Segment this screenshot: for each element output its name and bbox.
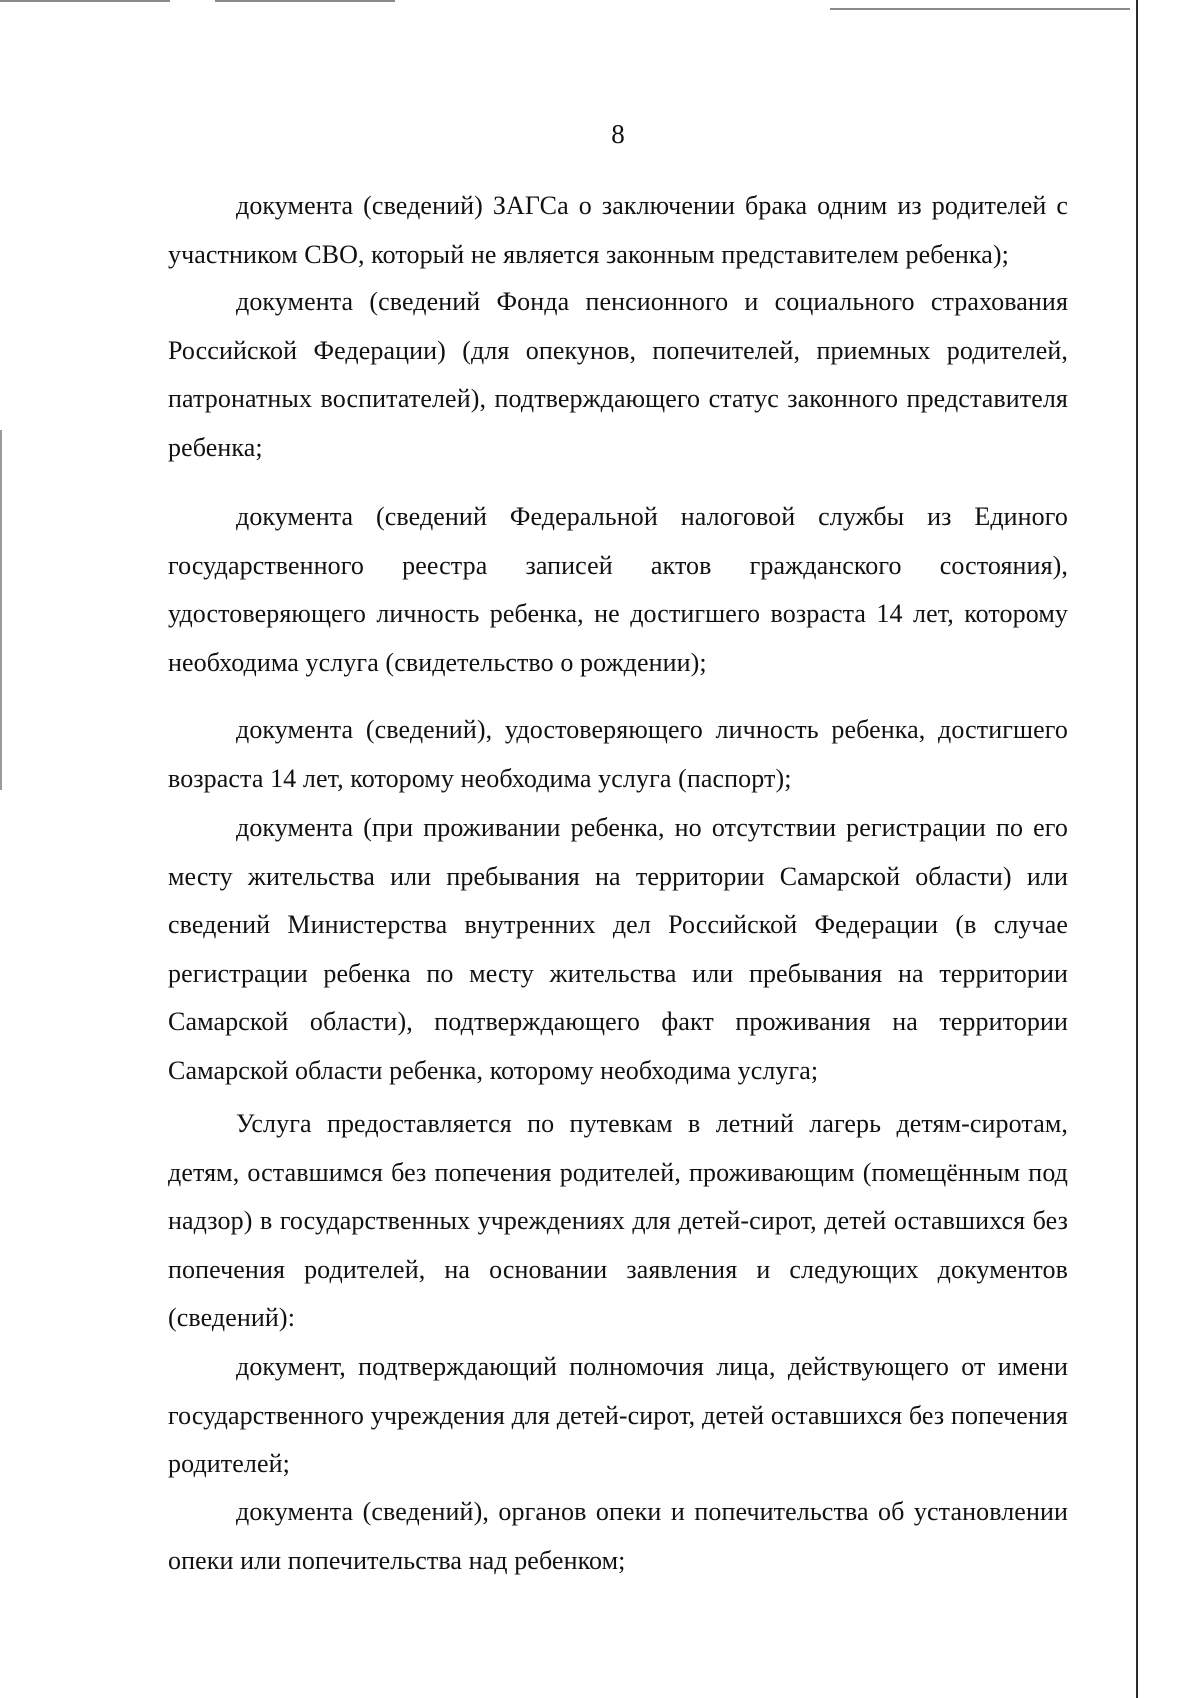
scan-margin-right	[1138, 0, 1200, 1698]
paragraph-orphan-service: Услуга предоставляется по путевкам в летний лагерь детям-сиротам, детям, оставшимся без попечения родителей, проживающим (помещённым под надзор) в государственных учреждениях для детей-сирот, детей оставшихся без попечения родителей, на основании заявления и следующих документов (сведений):	[168, 1109, 1068, 1332]
paragraph-zags-document: документа (сведений) ЗАГСа о заключении брака одним из родителей с участником СВО, который не является законным представителем ребенка);	[168, 191, 1068, 269]
scan-artifact-top-right	[830, 8, 1130, 10]
page-number: 8	[611, 119, 625, 149]
paragraph-pension-fund-document: документа (сведений Фонда пенсионного и социального страхования Российской Федерации) (для опекунов, попечителей, приемных родителей, патронатных воспитателей), подтверждающего статус законного представителя ребенка;	[168, 287, 1068, 462]
scan-artifact-left-edge	[0, 430, 2, 790]
scan-artifact-top-middle	[215, 0, 395, 2]
paragraph-residence-document: документа (при проживании ребенка, но отсутствии регистрации по его месту жительства или пребывания на территории Самарской области) или сведений Министерства внутренних дел Российской Федерации (в случае регистрации ребенка по месту жительства или пребывания на территории Самарской области), подтверждающего факт проживания на территории Самарской области ребенка, которому необходима услуга;	[168, 813, 1068, 1085]
paragraph-authority-document: документ, подтверждающий полномочия лица, действующего от имени государственного учреждения для детей-сирот, детей оставшихся без попечения родителей;	[168, 1352, 1068, 1478]
paragraph-guardianship-document: документа (сведений), органов опеки и попечительства об установлении опеки или попечительства над ребенком;	[168, 1497, 1068, 1575]
paragraph-tax-service-document: документа (сведений Федеральной налоговой службы из Единого государственного реестра записей актов гражданского состояния), удостоверяющего личность ребенка, не достигшего возраста 14 лет, которому необходима услуга (свидетельство о рождении);	[168, 502, 1068, 677]
scan-artifact-right-edge	[1136, 0, 1138, 1698]
paragraph-passport-document: документа (сведений), удостоверяющего личность ребенка, достигшего возраста 14 лет, которому необходима услуга (паспорт);	[168, 715, 1068, 793]
scan-artifact-top-left	[0, 0, 170, 2]
